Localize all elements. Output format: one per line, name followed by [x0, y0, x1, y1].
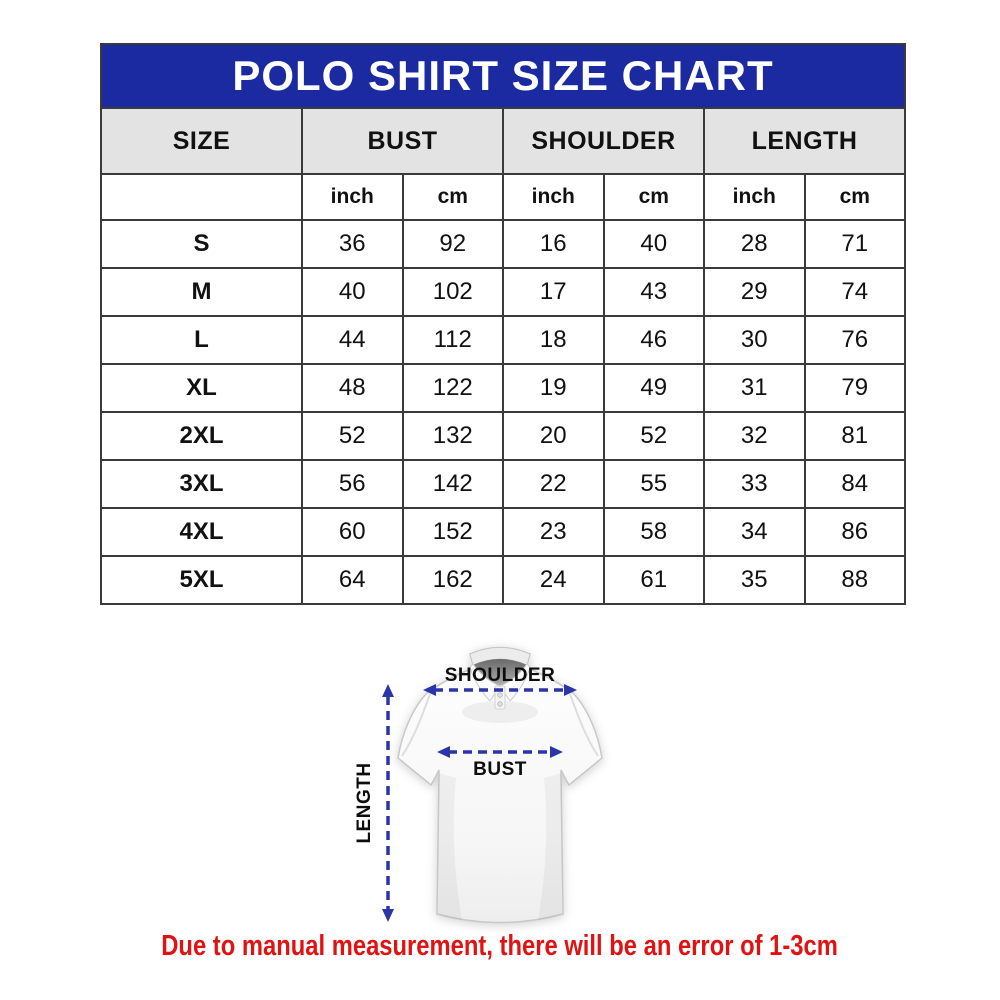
bust-cm-value: 132	[403, 412, 504, 460]
bust-inch-value: 64	[302, 556, 403, 604]
shoulder-inch-value: 23	[503, 508, 604, 556]
unit-header-shoulder-cm: cm	[604, 174, 705, 220]
length-cm-value: 71	[805, 220, 906, 268]
measurement-note-text: Due to manual measurement, there will be an error of 1-3cm	[161, 930, 839, 962]
length-inch-value: 34	[704, 508, 805, 556]
size-label: XL	[101, 364, 302, 412]
length-cm-value: 74	[805, 268, 906, 316]
table-row	[101, 364, 905, 412]
length-cm-value: 88	[805, 556, 906, 604]
length-label: LENGTH	[354, 762, 375, 844]
bust-inch-value: 48	[302, 364, 403, 412]
length-inch-value: 30	[704, 316, 805, 364]
bust-cm-value: 142	[403, 460, 504, 508]
bust-cm-value: 92	[403, 220, 504, 268]
table-row	[101, 268, 905, 316]
shoulder-cm-value: 43	[604, 268, 705, 316]
bust-inch-value: 60	[302, 508, 403, 556]
shoulder-inch-value: 19	[503, 364, 604, 412]
size-table-body	[101, 220, 905, 604]
column-header-size: SIZE	[101, 108, 302, 174]
length-cm-value: 86	[805, 508, 906, 556]
length-inch-value: 35	[704, 556, 805, 604]
button-bottom	[498, 702, 503, 707]
shoulder-cm-value: 61	[604, 556, 705, 604]
unit-header-length-inch: inch	[704, 174, 805, 220]
button-top	[498, 693, 503, 698]
shoulder-cm-value: 52	[604, 412, 705, 460]
shoulder-inch-value: 17	[503, 268, 604, 316]
unit-header-row	[101, 174, 905, 220]
size-label: 3XL	[101, 460, 302, 508]
size-label: M	[101, 268, 302, 316]
measurement-diagram	[340, 638, 660, 938]
bust-cm-value: 152	[403, 508, 504, 556]
bust-cm-value: 122	[403, 364, 504, 412]
bust-label: BUST	[473, 759, 527, 780]
unit-header-shoulder-inch: inch	[503, 174, 604, 220]
column-header-bust: BUST	[302, 108, 503, 174]
length-cm-value: 81	[805, 412, 906, 460]
shoulder-cm-value: 49	[604, 364, 705, 412]
shoulder-cm-value: 55	[604, 460, 705, 508]
table-row	[101, 556, 905, 604]
size-label: L	[101, 316, 302, 364]
shoulder-inch-value: 24	[503, 556, 604, 604]
table-row	[101, 412, 905, 460]
shoulder-cm-value: 40	[604, 220, 705, 268]
bust-inch-value: 36	[302, 220, 403, 268]
table-row	[101, 316, 905, 364]
length-arrow	[382, 684, 394, 922]
shoulder-inch-value: 22	[503, 460, 604, 508]
bust-cm-value: 112	[403, 316, 504, 364]
shoulder-inch-value: 20	[503, 412, 604, 460]
page-title: POLO SHIRT SIZE CHART	[101, 44, 905, 108]
banner-row	[101, 44, 905, 108]
bust-inch-value: 52	[302, 412, 403, 460]
bust-inch-value: 40	[302, 268, 403, 316]
length-inch-value: 33	[704, 460, 805, 508]
measurement-note	[0, 930, 1000, 963]
size-label: S	[101, 220, 302, 268]
table-row	[101, 508, 905, 556]
bust-cm-value: 102	[403, 268, 504, 316]
polo-size-table	[100, 43, 906, 605]
length-inch-value: 31	[704, 364, 805, 412]
length-inch-value: 28	[704, 220, 805, 268]
length-cm-value: 76	[805, 316, 906, 364]
length-cm-value: 84	[805, 460, 906, 508]
unit-header-empty	[101, 174, 302, 220]
shoulder-label: SHOULDER	[444, 665, 556, 686]
length-inch-value: 29	[704, 268, 805, 316]
shoulder-inch-value: 16	[503, 220, 604, 268]
size-label: 2XL	[101, 412, 302, 460]
length-inch-value: 32	[704, 412, 805, 460]
shoulder-cm-value: 46	[604, 316, 705, 364]
unit-header-bust-cm: cm	[403, 174, 504, 220]
group-header-row	[101, 108, 905, 174]
shoulder-inch-value: 18	[503, 316, 604, 364]
unit-header-length-cm: cm	[805, 174, 906, 220]
size-label: 5XL	[101, 556, 302, 604]
size-label: 4XL	[101, 508, 302, 556]
bust-cm-value: 162	[403, 556, 504, 604]
bust-inch-value: 56	[302, 460, 403, 508]
unit-header-bust-inch: inch	[302, 174, 403, 220]
bust-inch-value: 44	[302, 316, 403, 364]
table-row	[101, 460, 905, 508]
column-header-length: LENGTH	[704, 108, 905, 174]
column-header-shoulder: SHOULDER	[503, 108, 704, 174]
table-row	[101, 220, 905, 268]
shoulder-cm-value: 58	[604, 508, 705, 556]
length-cm-value: 79	[805, 364, 906, 412]
